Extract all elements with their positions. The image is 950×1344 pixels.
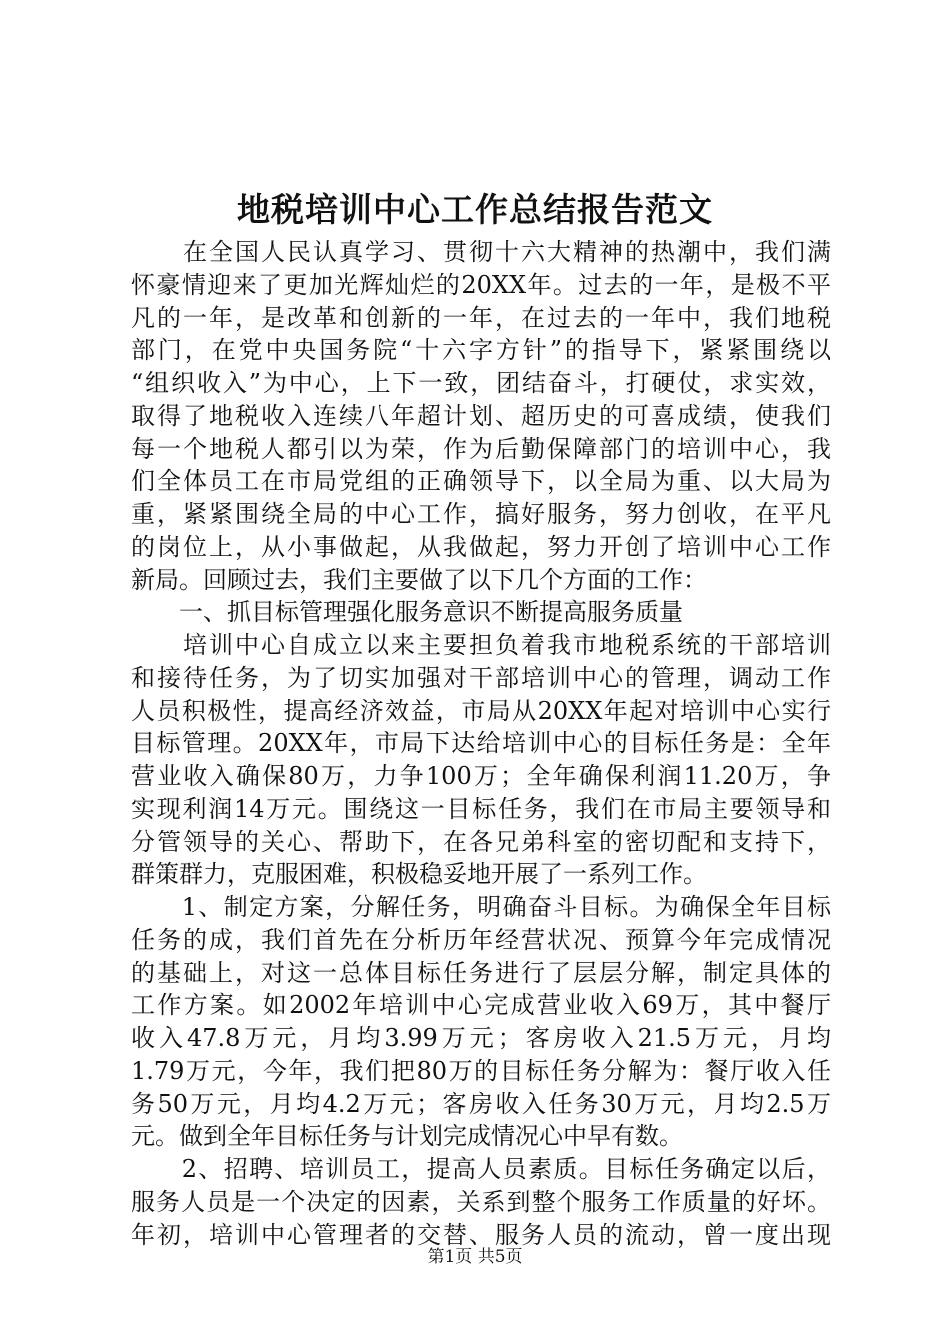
document-title: 地税培训中心工作总结报告范文 <box>237 190 713 229</box>
body-line: “组织收入”为中心，上下一致，团结奋斗，打硬仗，求实效， <box>131 369 831 397</box>
document-body <box>131 236 831 1251</box>
body-line: 收入47.8万元，月均3.99万元；客房收入21.5万元，月均 <box>131 1024 831 1052</box>
body-line: 服务人员是一个决定的因素，关系到整个服务工作质量的好坏。 <box>131 1187 831 1216</box>
section-heading: 一、抓目标管理强化服务意识不断提高服务质量 <box>131 598 683 627</box>
body-line: 1.79万元，今年，我们把80万的目标任务分解为：餐厅收入任 <box>131 1056 831 1085</box>
body-line: 群策群力，克服困难，积极稳妥地开展了一系列工作。 <box>131 860 707 889</box>
body-line: 在全国人民认真学习、贯彻十六大精神的热潮中，我们满 <box>131 238 831 266</box>
body-line: 任务的成，我们首先在分析历年经营状况、预算今年完成情况 <box>131 925 831 954</box>
body-line: 1、制定方案，分解任务，明确奋斗目标。为确保全年目标 <box>131 893 831 921</box>
body-line: 实现利润14万元。围绕这一目标任务，我们在市局主要领导和 <box>131 794 831 823</box>
body-line: 务50万元，月均4.2万元；客房收入任务30万元，月均2.5万 <box>131 1089 831 1118</box>
body-line: 凡的一年，是改革和创新的一年，在过去的一年中，我们地税 <box>131 303 831 332</box>
body-line: 部门，在党中央国务院“十六字方针”的指导下，紧紧围绕以 <box>131 336 831 365</box>
body-line: 新局。回顾过去，我们主要做了以下几个方面的工作： <box>131 565 707 594</box>
body-line: 年初，培训中心管理者的交替、服务人员的流动，曾一度出现 <box>131 1220 831 1249</box>
body-line: 元。做到全年目标任务与计划完成情况心中早有数。 <box>131 1122 683 1151</box>
body-line: 工作方案。如2002年培训中心完成营业收入69万，其中餐厅 <box>131 991 831 1020</box>
page-footer: 第1页 共5页 <box>427 1247 523 1267</box>
body-line: 每一个地税人都引以为荣，作为后勤保障部门的培训中心，我 <box>131 434 831 463</box>
body-line: 怀豪情迎来了更加光辉灿烂的20XX年。过去的一年，是极不平 <box>131 270 831 299</box>
body-line: 的基础上，对这一总体目标任务进行了层层分解，制定具体的 <box>131 958 831 987</box>
body-line: 们全体员工在市局党组的正确领导下，以全局为重、以大局为 <box>131 467 831 496</box>
body-line: 的岗位上，从小事做起，从我做起，努力开创了培训中心工作 <box>131 532 831 561</box>
body-line: 培训中心自成立以来主要担负着我市地税系统的干部培训 <box>131 631 831 659</box>
body-line: 目标管理。20XX年，市局下达给培训中心的目标任务是：全年 <box>131 729 831 758</box>
body-line: 和接待任务，为了切实加强对干部培训中心的管理，调动工作 <box>131 663 831 692</box>
body-line: 分管领导的关心、帮助下，在各兄弟科室的密切配和支持下， <box>131 827 831 856</box>
body-line: 取得了地税收入连续八年超计划、超历史的可喜成绩，使我们 <box>131 401 831 430</box>
body-line: 2、招聘、培训员工，提高人员素质。目标任务确定以后， <box>131 1155 831 1183</box>
body-line: 重，紧紧围绕全局的中心工作，搞好服务，努力创收，在平凡 <box>131 500 831 528</box>
body-line: 人员积极性，提高经济效益，市局从20XX年起对培训中心实行 <box>131 696 831 725</box>
body-line: 营业收入确保80万，力争100万；全年确保利润11.20万，争 <box>131 762 831 790</box>
